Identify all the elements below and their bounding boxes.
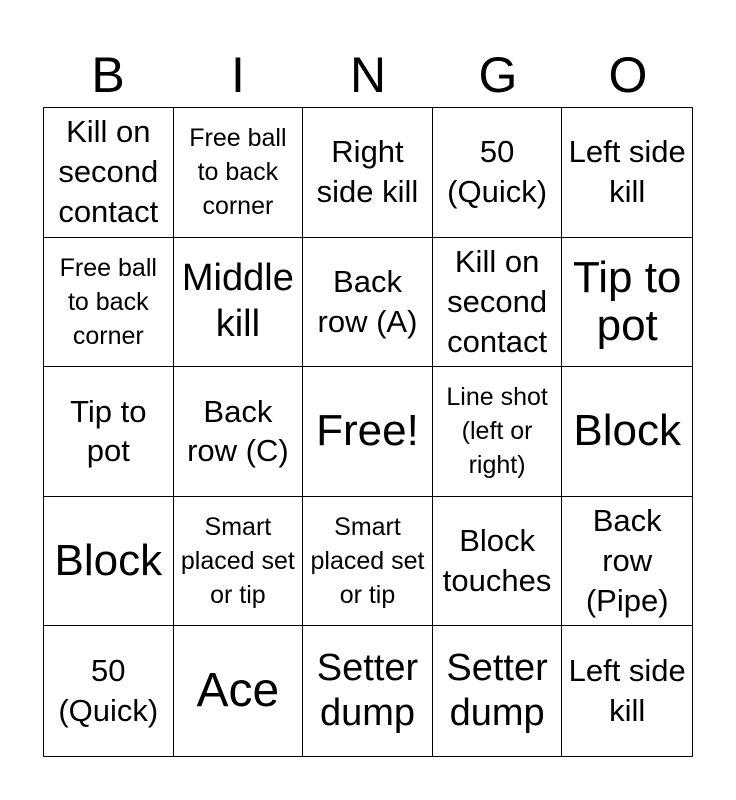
bingo-cell-o3[interactable] [562, 367, 692, 497]
cell-label: Tip to pot [70, 393, 147, 469]
cell-label: Right side kill [316, 134, 419, 210]
bingo-cell-g5[interactable] [433, 626, 563, 756]
cell-label: Free ball to back corner [59, 253, 157, 350]
header-letter-b: B [91, 47, 125, 103]
cell-label: Line shot (left or right) [446, 383, 548, 480]
cell-label: Block [54, 535, 163, 585]
bingo-cell-b4[interactable] [44, 497, 174, 627]
cell-label: Kill on second contact [58, 114, 159, 230]
header-letter-n: N [349, 47, 387, 103]
cell-label: Block touches [442, 523, 552, 599]
bingo-cell-i1[interactable] [174, 108, 304, 238]
bingo-cell-b2[interactable] [44, 238, 174, 368]
header-letter-i: I [231, 47, 245, 103]
bingo-cell-o2[interactable] [562, 238, 692, 368]
cell-label: Back row (A) [317, 263, 418, 339]
cell-label: 50 (Quick) [58, 653, 159, 729]
cell-label: Middle kill [181, 257, 294, 345]
cell-label: Block [573, 406, 681, 456]
bingo-board [43, 107, 693, 757]
bingo-cell-b5[interactable] [44, 626, 174, 756]
bingo-cell-o1[interactable] [562, 108, 692, 238]
bingo-cell-i5[interactable] [174, 626, 304, 756]
bingo-cell-g3[interactable] [433, 367, 563, 497]
bingo-cell-o4[interactable] [562, 497, 692, 627]
cell-label: Smart placed set or tip [180, 513, 295, 610]
cell-label: Setter dump [316, 646, 419, 735]
header-letter-o: O [608, 47, 648, 103]
bingo-cell-o5[interactable] [562, 626, 692, 756]
cell-label: Back row (Pipe) [585, 503, 669, 619]
cell-label: Setter dump [446, 646, 548, 735]
bingo-cell-n3[interactable] [303, 367, 433, 497]
cell-label: Kill on second contact [447, 243, 548, 359]
cell-label: Back row (C) [187, 393, 289, 469]
bingo-cell-n2[interactable] [303, 238, 433, 368]
bingo-cell-g1[interactable] [433, 108, 563, 238]
bingo-cell-n1[interactable] [303, 108, 433, 238]
header-letter-g: G [478, 47, 518, 103]
bingo-cell-g2[interactable] [433, 238, 563, 368]
bingo-cell-g4[interactable] [433, 497, 563, 627]
cell-label: Tip to pot [572, 252, 682, 350]
cell-label: Smart placed set or tip [310, 513, 425, 610]
bingo-cell-i2[interactable] [174, 238, 304, 368]
bingo-cell-b1[interactable] [44, 108, 174, 238]
bingo-cell-i4[interactable] [174, 497, 304, 627]
cell-label: Free! [316, 406, 419, 456]
bingo-cell-n5[interactable] [303, 626, 433, 756]
bingo-cell-n4[interactable] [303, 497, 433, 627]
cell-label: Ace [196, 663, 280, 717]
bingo-header [43, 42, 693, 108]
cell-label: 50 (Quick) [447, 134, 548, 210]
bingo-cell-i3[interactable] [174, 367, 304, 497]
cell-label: Left side kill [568, 653, 686, 729]
cell-label: Left side kill [568, 134, 686, 210]
cell-label: Free ball to back corner [189, 124, 287, 221]
bingo-cell-b3[interactable] [44, 367, 174, 497]
